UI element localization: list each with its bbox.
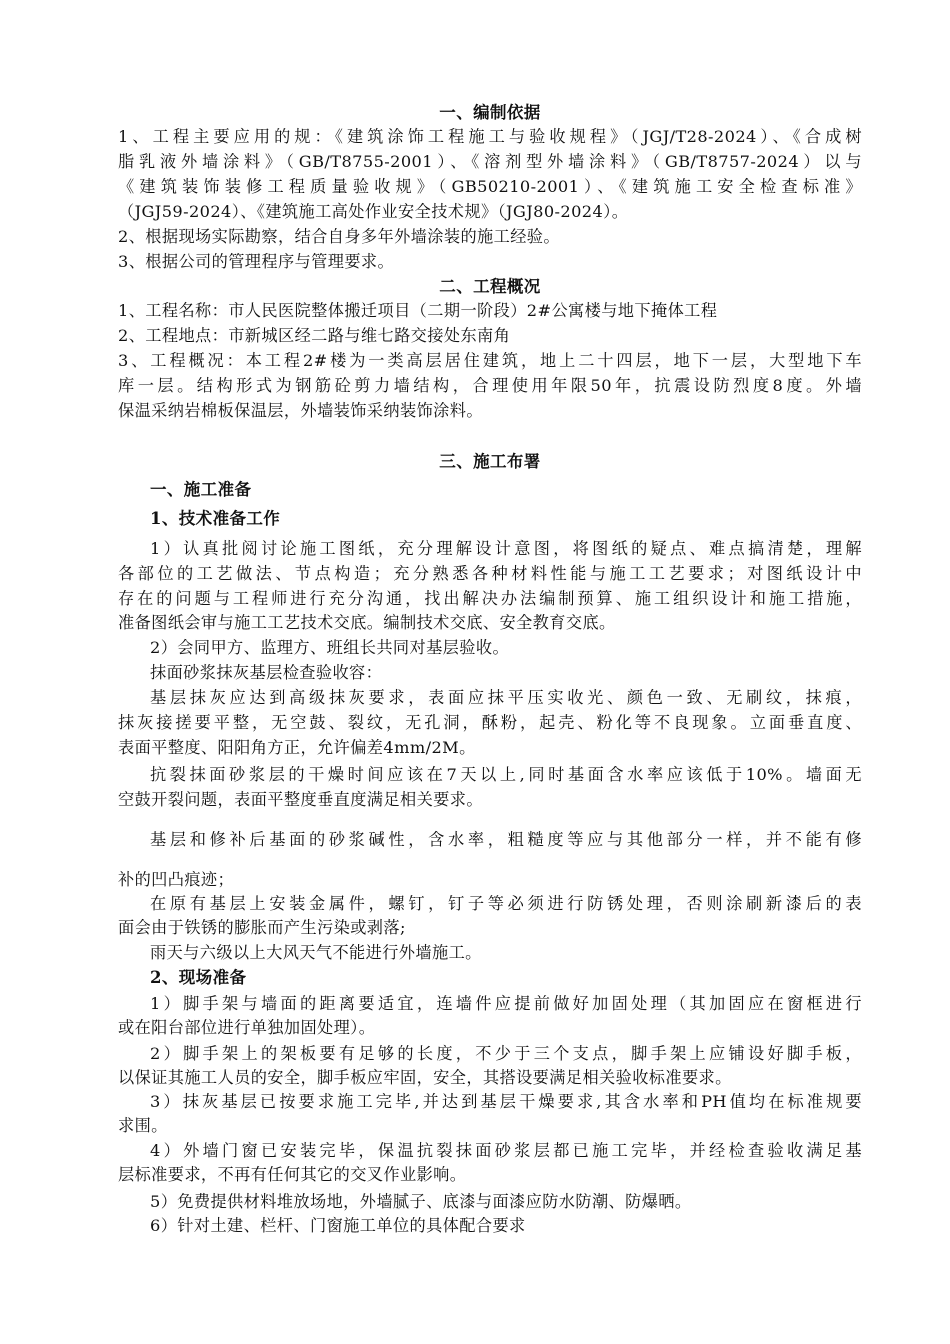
text-line: 1、工程主要应用的规：《建筑涂饰工程施工与验收规程》（JGJ/T28-2024）、《合成树 — [118, 127, 862, 146]
text-line: （JGJ59-2024）、《建筑施工高处作业安全技术规》（JGJ80-2024）。 — [118, 202, 629, 221]
text-line: 抗裂抹面砂浆层的干燥时间应该在7天以上,同时基面含水率应该低于10%。墙面无 — [150, 765, 862, 784]
text-line: 2、工程地点：市新城区经二路与维七路交接处东南角 — [118, 326, 511, 345]
text-line: 《建筑装饰装修工程质量验收规》（GB50210-2001）、《建筑施工安全检查标准》 — [118, 177, 862, 196]
text-line: 基层抹灰应达到高级抹灰要求，表面应抹平压实收光、颜色一致、无刷纹，抹痕， — [150, 688, 862, 707]
text-line: 1）认真批阅讨论施工图纸，充分理解设计意图，将图纸的疑点、难点搞清楚，理解 — [150, 539, 862, 558]
text-line: 基层和修补后基面的砂浆碱性，含水率，粗糙度等应与其他部分一样，并不能有修 — [150, 830, 862, 849]
section-title-overview: 二、工程概况 — [439, 277, 541, 296]
text-line: 雨天与六级以上大风天气不能进行外墙施工。 — [150, 943, 482, 962]
text-line: 空鼓开裂问题，表面平整度垂直度满足相关要求。 — [118, 790, 483, 809]
subsection-title: 1、技术准备工作 — [150, 509, 281, 528]
text-line: 脂乳液外墙涂料》（GB/T8755-2001）、《溶剂型外墙涂料》（GB/T8757-2024）以与 — [118, 152, 862, 171]
text-line: 1）脚手架与墙面的距离要适宜，连墙件应提前做好加固处理（其加固应在窗框进行 — [150, 994, 862, 1013]
text-line: 抹灰接搓要平整，无空鼓、裂纹，无孔洞，酥粉，起壳、粉化等不良现象。立面垂直度、 — [118, 713, 862, 732]
text-line: 层标准要求，不再有任何其它的交叉作业影响。 — [118, 1165, 467, 1184]
text-line: 准备图纸会审与施工工艺技术交底。编制技术交底、安全教育交底。 — [118, 613, 616, 632]
text-line: 4）外墙门窗已安装完毕，保温抗裂抹面砂浆层都已施工完毕，并经检查验收满足基 — [150, 1141, 862, 1160]
text-line: 3）抹灰基层已按要求施工完毕,并达到基层干燥要求,其含水率和PH值均在标准规要 — [150, 1092, 862, 1111]
text-line: 各部位的工艺做法、节点构造；充分熟悉各种材料性能与施工工艺要求；对图纸设计中 — [118, 564, 862, 583]
text-line: 3、根据公司的管理程序与管理要求。 — [118, 252, 395, 271]
text-line: 存在的问题与工程师进行充分沟通，找出解决办法编制预算、施工组织设计和施工措施， — [118, 589, 862, 608]
section-title-basis: 一、编制依据 — [439, 103, 541, 122]
text-line: 表面平整度、阳阳角方正，允许偏差4mm/2M。 — [118, 738, 476, 757]
text-line: 2）会同甲方、监理方、班组长共同对基层验收。 — [150, 638, 510, 657]
text-line: 2、根据现场实际勘察，结合自身多年外墙涂装的施工经验。 — [118, 227, 560, 246]
text-line: 抹面砂浆抹灰基层检查验收容： — [150, 663, 383, 682]
text-line: 2）脚手架上的架板要有足够的长度，不少于三个支点，脚手架上应铺设好脚手板， — [150, 1044, 862, 1063]
text-line: 5）免费提供材料堆放场地，外墙腻子、底漆与面漆应防水防潮、防爆晒。 — [150, 1192, 692, 1211]
text-line: 6）针对土建、栏杆、门窗施工单位的具体配合要求 — [150, 1216, 526, 1235]
text-line: 补的凹凸痕迹； — [118, 870, 235, 889]
text-line: 求围。 — [118, 1116, 168, 1135]
text-line: 库一层。结构形式为钢筋砼剪力墙结构，合理使用年限50年，抗震设防烈度8度。外墙 — [118, 376, 862, 395]
text-line: 以保证其施工人员的安全，脚手板应牢固，安全，其搭设要满足相关验收标准要求。 — [118, 1068, 732, 1087]
section-title-deployment: 三、施工布署 — [439, 452, 541, 471]
text-line: 保温采纳岩棉板保温层，外墙装饰采纳装饰涂料。 — [118, 401, 483, 420]
text-line: 1、工程名称：市人民医院整体搬迁项目（二期一阶段）2#公寓楼与地下掩体工程 — [118, 301, 718, 320]
text-line: 在原有基层上安装金属件，螺钉，钉子等必须进行防锈处理，否则涂刷新漆后的表 — [150, 894, 862, 913]
text-line: 或在阳台部位进行单独加固处理）。 — [118, 1018, 376, 1037]
text-line: 面会由于铁锈的膨胀而产生污染或剥落; — [118, 918, 406, 937]
subsection-title: 2、现场准备 — [150, 968, 247, 987]
subsection-title: 一、施工准备 — [150, 480, 252, 499]
text-line: 3、工程概况：本工程2#楼为一类高层居住建筑，地上二十四层，地下一层，大型地下车 — [118, 351, 862, 370]
